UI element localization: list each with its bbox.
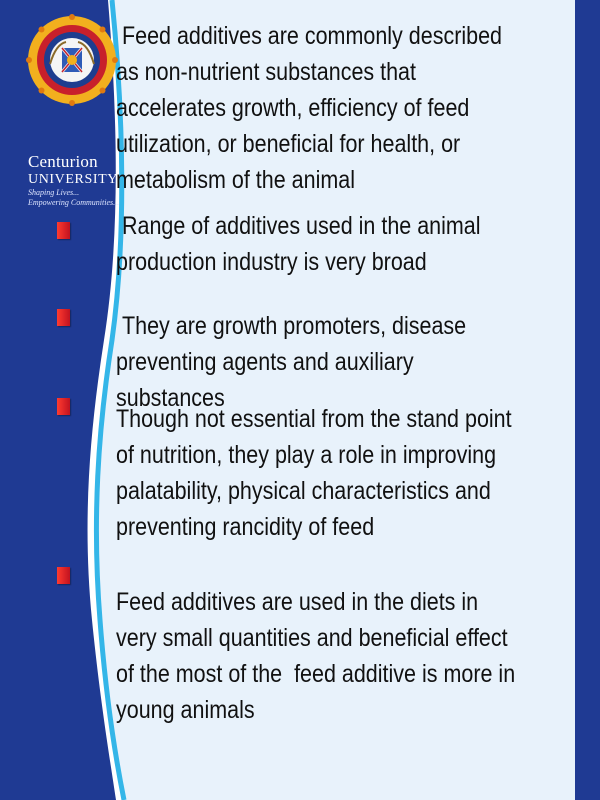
brand-tagline-2: Empowering Communities... xyxy=(28,198,120,207)
bullet-marker-3 xyxy=(57,309,70,326)
bullet-marker-5 xyxy=(57,567,70,584)
bullet-marker-2 xyxy=(57,222,70,239)
brand-university: UNIVERSITY xyxy=(28,172,118,187)
brand-block xyxy=(28,152,119,208)
bullet-item-4: Though not essential from the stand point of nutrition, they play a role in improving palatability, physical characteristics and preventing rancidity of feed xyxy=(116,405,518,541)
bullet-item-1: Feed additives are commonly described as non-nutrient substances that accelerates growth, efficiency of feed utilization, or beneficial for health, or metabolism of the animal xyxy=(116,22,508,194)
bullet-item-2: Range of additives used in the animal production industry is very broad xyxy=(116,212,487,276)
bullet-item-3: They are growth promoters, disease preventing agents and auxiliary substances xyxy=(116,312,473,412)
right-border-strip xyxy=(575,0,600,800)
bullet-item-5: Feed additives are used in the diets in very small quantities and beneficial effect of the most of the feed additive is more in young animals xyxy=(116,588,522,724)
university-emblem-icon xyxy=(26,14,118,106)
brand-name: Centurion xyxy=(28,152,98,171)
bullet-marker-4 xyxy=(57,398,70,415)
brand-tagline-1: Shaping Lives... xyxy=(28,188,80,197)
